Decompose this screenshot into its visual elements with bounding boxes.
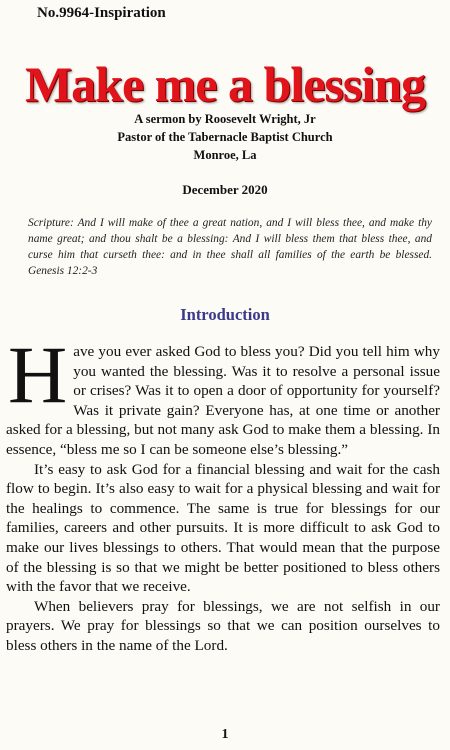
section-heading: Introduction xyxy=(180,305,270,324)
location-line: Monroe, La xyxy=(193,148,257,162)
sermon-title: Make me a blessing xyxy=(24,56,426,112)
paragraph-3: When believers pray for blessings, we are not selfish in our prayers. We pray for blessings so that we can position ourselves to bless others in the name of the Lord. xyxy=(6,597,440,654)
scripture-passage: Scripture: And I will make of thee a great nation, and I will bless thee, and make thy name great; and thou shalt be a blessing: And I will bless them that bless thee, and curse him that curseth thee: and in thee shall all families of the earth be blessed. Genesis 12:2-3 xyxy=(28,217,432,277)
byline xyxy=(0,110,450,164)
paragraph-1-text: ave you ever asked God to bless you? Did you tell him why you wanted the blessing. Was it to resolve a personal issue or crises? Was it to open a door of opportunity for yourself? Was it private gain? Everyone has, at one time or another asked for a blessing, but not many ask God to make them a blessing. In essence, “bless me so I can be someone else’s blessing.” xyxy=(6,343,440,458)
page-number: 1 xyxy=(221,727,229,742)
sermon-date: December 2020 xyxy=(182,182,268,197)
author-line: A sermon by Roosevelt Wright, Jr xyxy=(134,112,316,126)
sermon-body xyxy=(6,329,440,656)
church-line: Pastor of the Tabernacle Baptist Church xyxy=(117,130,333,144)
drop-cap: H xyxy=(8,329,68,420)
paragraph-2: It’s easy to ask God for a financial blessing and wait for the cash flow to begin. It’s also easy to wait for a physical blessing and wait for the healings to commence. The same is true for blessings for our families, careers and other pursuits. It is more difficult to ask God to make our lives blessings to others. That would mean that the purpose of the blessing is so that we might be better positioned to bless others with the favor that we receive. xyxy=(6,460,440,596)
series-label: No.9964-Inspiration xyxy=(37,5,166,21)
paragraph-1 xyxy=(6,329,440,460)
